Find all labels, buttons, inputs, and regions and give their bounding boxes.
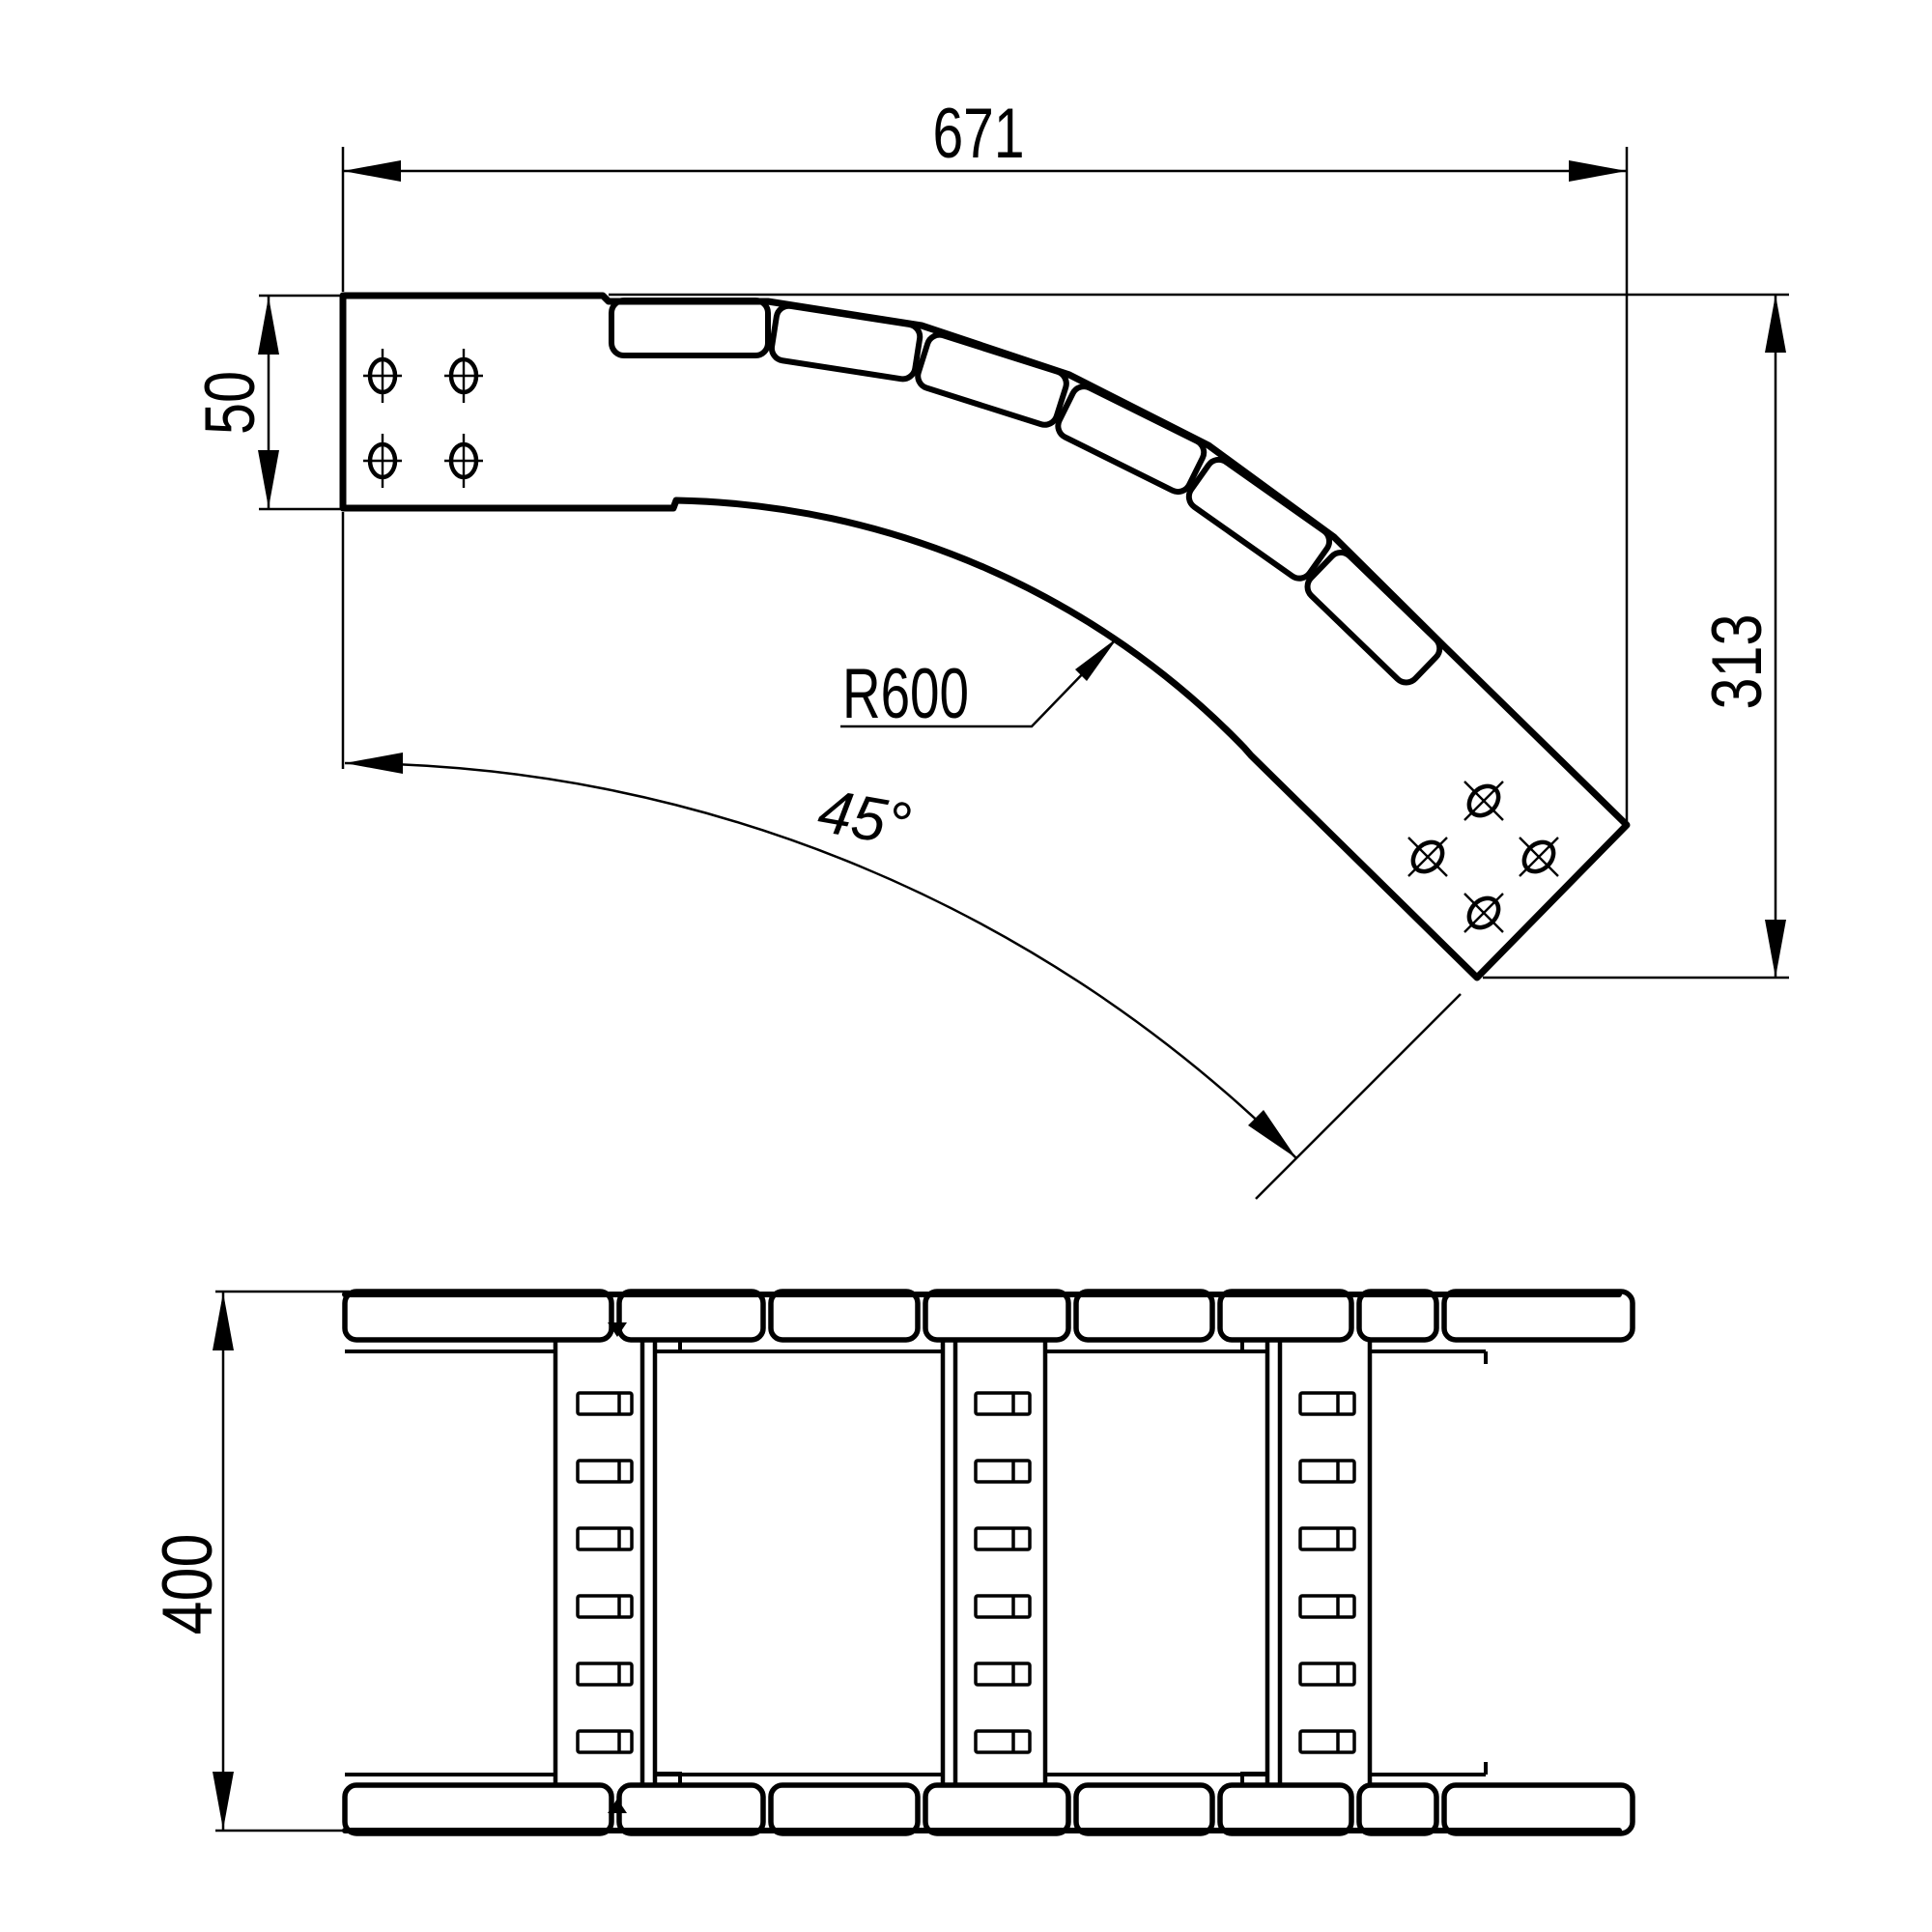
rung-slot [578,1596,632,1617]
rung-slot [578,1731,632,1752]
rail-lip-lines [345,1340,1486,1785]
slotted-hole [444,349,483,403]
rung-slot [1300,1596,1354,1617]
rail-segment [1444,1292,1633,1340]
rail-segment [1076,1785,1212,1833]
rung-slots [1300,1393,1354,1752]
rail-segment [1220,1785,1351,1833]
rail-segment [771,1785,918,1833]
rung-slot [1300,1663,1354,1685]
slotted-hole [1407,837,1448,877]
rung-slot [1300,1393,1354,1414]
rung-slot [976,1663,1030,1685]
arrowhead [1075,638,1118,681]
extension-line [215,1292,350,1831]
rung [943,1338,1045,1787]
arrowhead [1248,1110,1296,1158]
rail-segment [345,1292,611,1340]
rung-slot [578,1393,632,1414]
radius-callout [840,638,1118,733]
rung-slot [578,1528,632,1549]
rung-slots [578,1393,632,1752]
arrowhead [1569,160,1627,182]
flange-segment [611,300,768,355]
dim-50-label: 50 [191,355,270,435]
arrowhead [1765,920,1786,978]
front-view [149,1292,1633,1833]
rail-segment [345,1785,611,1833]
rail-segment [1359,1785,1436,1833]
rung-slot [1300,1461,1354,1482]
top-rail-segments [345,1292,1633,1340]
rung-slots [976,1393,1030,1752]
rung [1267,1338,1370,1787]
rung [555,1338,655,1787]
rail-segment [619,1292,763,1340]
slotted-hole [1463,781,1504,821]
lip-line [345,1762,1486,1775]
rail-segment [925,1292,1068,1340]
rung-slot [976,1596,1030,1617]
arrowhead [258,450,279,508]
rail-segment [1220,1292,1351,1340]
rail-segment [1076,1292,1212,1340]
angled-end-holes [1407,781,1559,933]
dimension-400 [149,1292,350,1831]
plan-view [191,95,1789,1199]
slotted-hole [1519,837,1559,877]
extension-line [343,147,1627,825]
slotted-hole [363,434,402,488]
arrowhead [343,160,401,182]
rung-slot [976,1731,1030,1752]
arrowhead [258,297,279,355]
dimension-671 [343,95,1627,825]
rail-segment [1444,1785,1633,1833]
slotted-hole [1463,893,1504,933]
rung-slot [1300,1528,1354,1549]
rung-slot [578,1663,632,1685]
dimension-50 [191,296,340,509]
flange-segment [770,304,922,381]
arrowhead [345,753,403,774]
flange-segment [1184,455,1334,583]
rail-segment [1359,1292,1436,1340]
dimension-313 [609,295,1789,978]
arrowhead [213,1772,234,1830]
slotted-hole [444,434,483,488]
rung-slot [1300,1731,1354,1752]
rail-segment [619,1785,763,1833]
left-end-holes [363,349,483,488]
rung-slot [976,1528,1030,1549]
lip-line [345,1351,1486,1364]
extension-line [609,295,1789,978]
angle-dimension [343,512,1461,1199]
bottom-rail-segments [345,1785,1633,1833]
arrowhead [213,1293,234,1350]
rung-slot [976,1393,1030,1414]
arrowhead [1765,295,1786,353]
flange-segment [1054,383,1208,497]
dim-313-label: 313 [1698,591,1776,710]
rail-segment [771,1292,918,1340]
slotted-hole [363,349,402,403]
dim-671-label: 671 [932,95,1025,173]
rung-slot [578,1461,632,1482]
dim-400-label: 400 [149,1517,227,1635]
rail-segment [925,1785,1068,1833]
flange-segment [1302,548,1444,688]
angle-45-label: 45° [812,775,918,861]
radius-r600-label: R600 [842,655,969,733]
rung-slot [976,1461,1030,1482]
